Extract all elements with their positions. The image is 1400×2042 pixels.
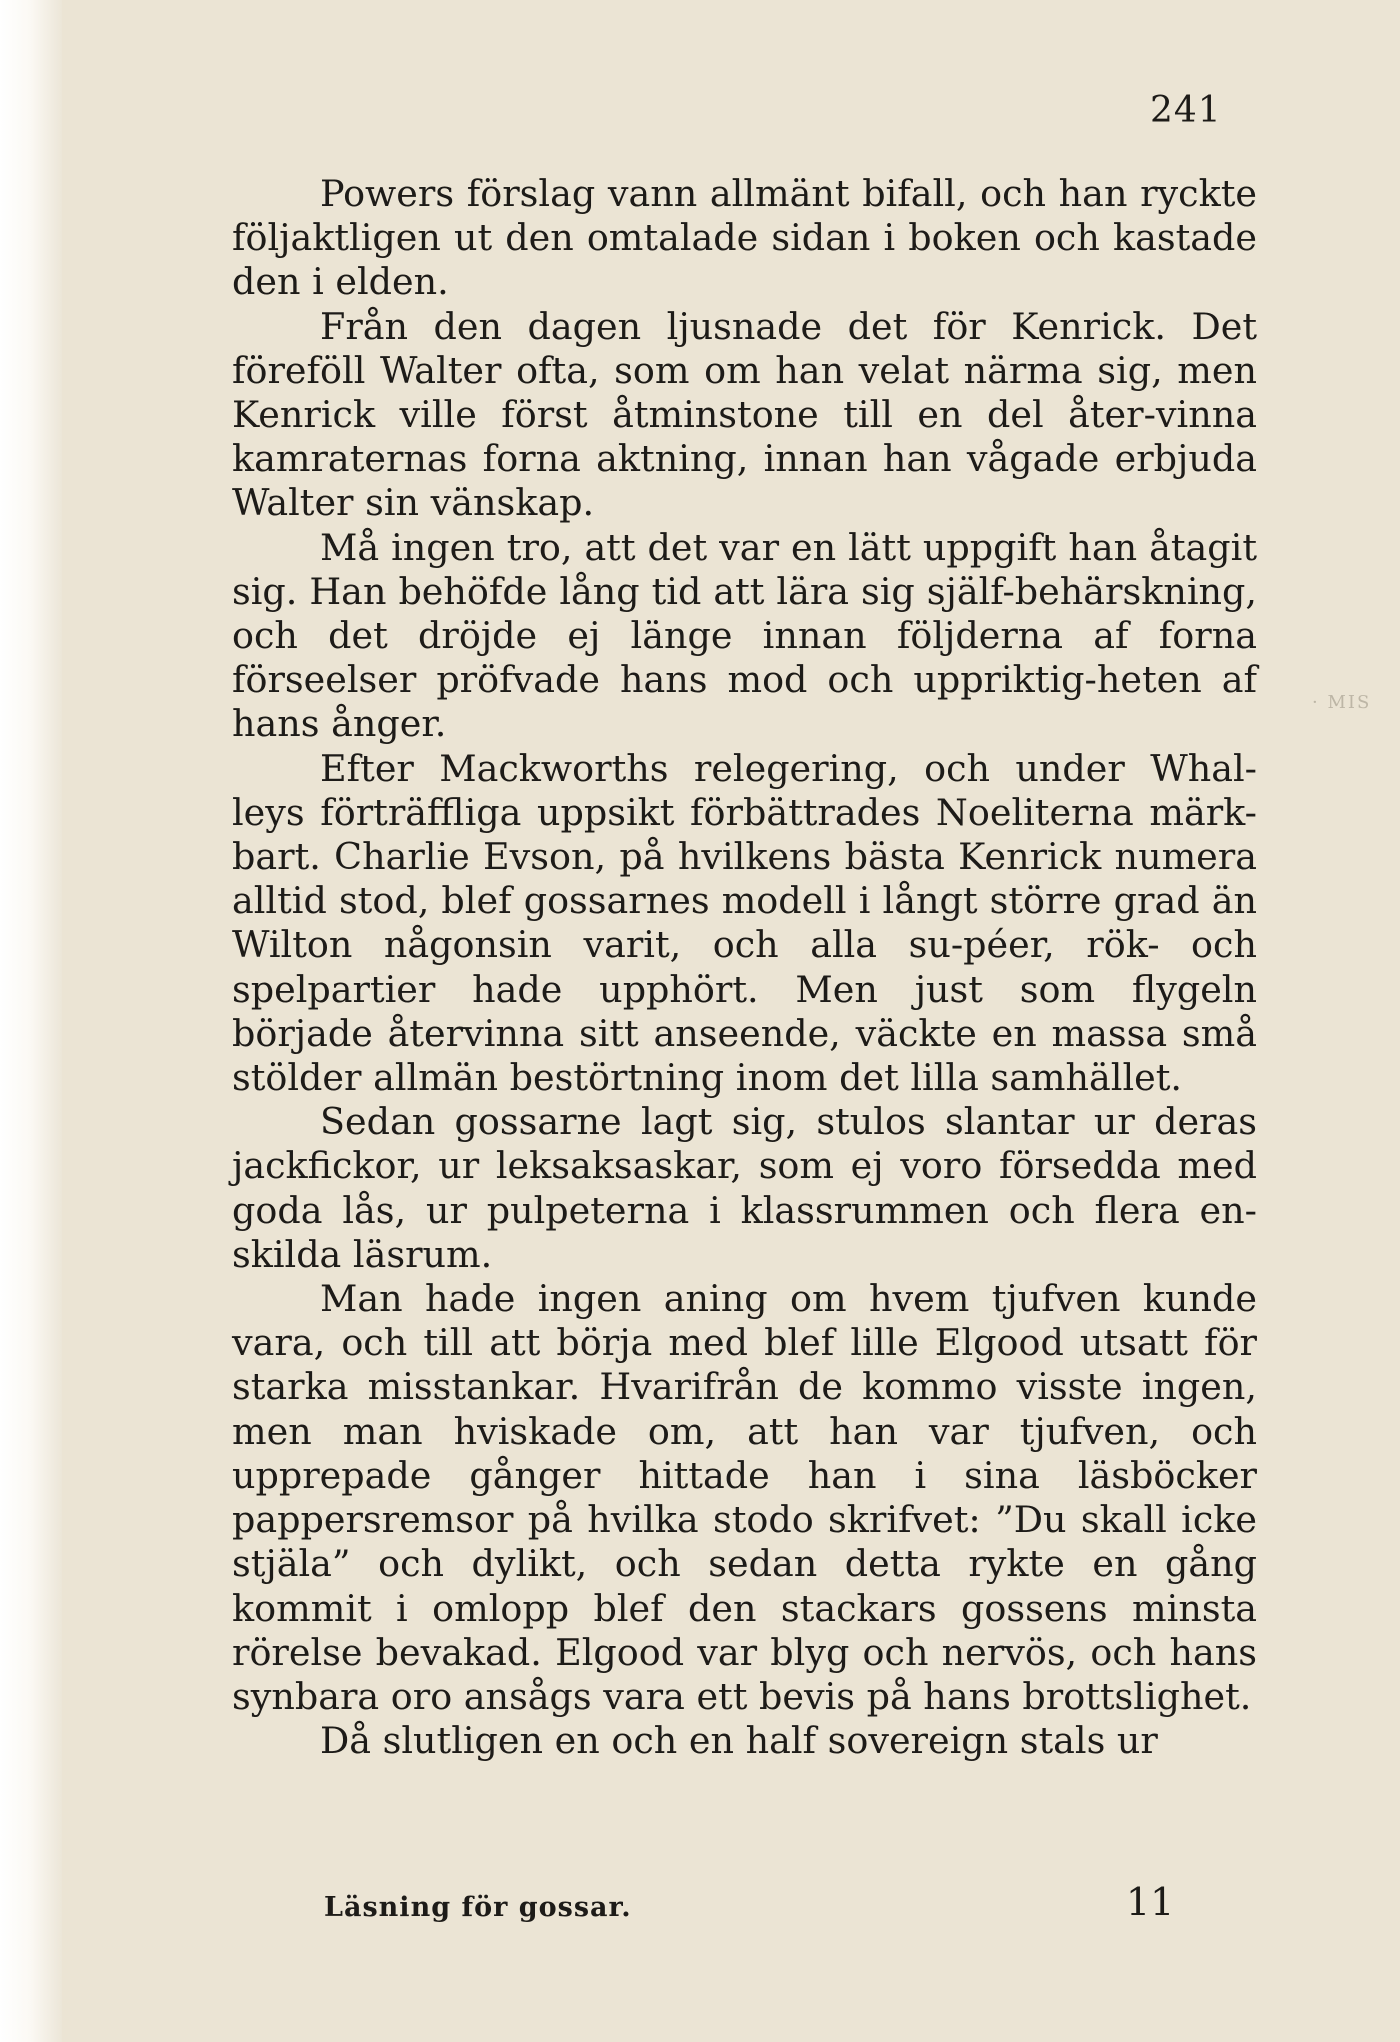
paragraph: Sedan gossarne lagt sig, stulos slantar ur deras jackfickor, ur leksaksaskar, som ej voro försedda med goda lås, ur pulpeterna i klassrummen och flera en-skilda läsrum. [232,1100,1257,1276]
paragraph: Powers förslag vann allmänt bifall, och han ryckte följaktligen ut den omtalade sidan i boken och kastade den i elden. [232,172,1257,304]
bleed-through-text: · MIS [1312,692,1372,713]
book-spine-edge [0,0,62,2042]
paragraph: Efter Mackworths relegering, och under Whal-leys förträffliga uppsikt förbättrades Noeliterna märk-bart. Charlie Evson, på hvilkens bästa Kenrick numera alltid stod, blef gossarnes modell i långt större grad än Wilton någonsin varit, och alla su-péer, rök- och spelpartier hade upphört. Men just som flygeln började återvinna sitt anseende, väckte en massa små stölder allmän bestörtning inom det lilla samhället. [232,746,1257,1100]
signature-mark: 11 [1126,1880,1175,1924]
body-text [232,172,1257,1763]
page-number: 241 [1150,90,1222,131]
paragraph: Från den dagen ljusnade det för Kenrick. Det föreföll Walter ofta, som om han velat närma sig, men Kenrick ville först åtminstone till en del åter-vinna kamraternas forna aktning, innan han vågade erbjuda Walter sin vänskap. [232,304,1257,525]
paragraph: Må ingen tro, att det var en lätt uppgift han åtagit sig. Han behöfde lång tid att lära sig själf-behärskning, och det dröjde ej länge innan följderna af forna förseelser pröfvade hans mod och uppriktig-heten af hans ånger. [232,525,1257,746]
paragraph: Då slutligen en och en half sovereign stals ur [320,1719,1158,1763]
book-page [62,0,1400,2042]
footer-book-title: Läsning för gossar. [324,1892,632,1923]
paragraph: Man hade ingen aning om hvem tjufven kunde vara, och till att börja med blef lille Elgood utsatt för starka misstankar. Hvarifrån de kommo visste ingen, men man hviskade om, att han var tjufven, och upprepade gånger hittade han i sina läsböcker pappersremsor på hvilka stodo skrifvet: ”Du skall icke stjäla” och dylikt, och sedan detta rykte en gång kommit i omlopp blef den stackars gossens minsta rörelse bevakad. Elgood var blyg och nervös, och hans synbara oro ansågs vara ett bevis på hans brottslighet. [232,1277,1257,1718]
